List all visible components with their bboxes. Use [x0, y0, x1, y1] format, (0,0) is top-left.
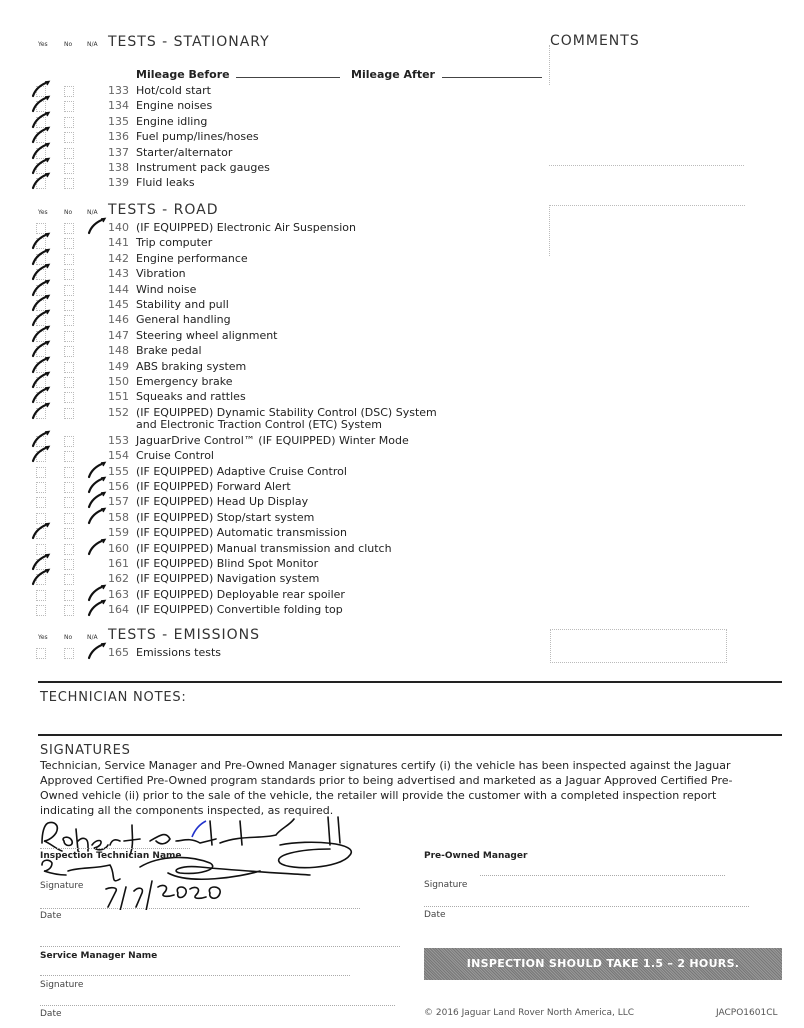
emissions-header [0, 627, 540, 645]
checkbox-no[interactable] [64, 648, 74, 659]
divider [38, 734, 782, 736]
checkbox-yes[interactable] [36, 590, 46, 601]
checkbox-no[interactable] [64, 559, 74, 570]
checkbox-no[interactable] [64, 117, 74, 128]
item-number: 161 [108, 557, 129, 570]
checklist-item-140 [0, 220, 540, 235]
checkbox-no[interactable] [64, 178, 74, 189]
item-number: 134 [108, 99, 129, 113]
checkbox-no[interactable] [64, 269, 74, 280]
col-na: N/A [87, 209, 98, 216]
item-label: (IF EQUIPPED) Head Up Display [136, 495, 309, 509]
item-label: (IF EQUIPPED) Deployable rear spoiler [136, 587, 345, 601]
service-manager-date-field[interactable] [40, 1005, 395, 1006]
item-number: 149 [108, 359, 129, 373]
form-code: JACPO1601CL [716, 1008, 778, 1018]
section-title-emissions: TESTS - EMISSIONS [108, 627, 261, 643]
checkbox-no[interactable] [64, 513, 74, 524]
checkbox-no[interactable] [64, 300, 74, 311]
checklist-item-134 [0, 98, 540, 113]
checkbox-no[interactable] [64, 101, 74, 112]
item-label: (IF EQUIPPED) Adaptive Cruise Control [136, 464, 347, 478]
checklist-item-165 [0, 645, 540, 660]
item-number: 141 [108, 236, 129, 250]
item-label: (IF EQUIPPED) Convertible folding top [136, 603, 343, 617]
item-label: Brake pedal [136, 344, 202, 358]
checklist-item-145 [0, 297, 540, 312]
pre-owned-date-field[interactable] [424, 906, 749, 907]
item-label: Engine idling [136, 114, 208, 128]
checkbox-na[interactable] [90, 331, 100, 342]
item-number: 148 [108, 344, 129, 358]
checklist-item-152 [0, 405, 540, 433]
checklist-item-139 [0, 175, 540, 190]
comments-box-emissions[interactable] [550, 629, 727, 663]
checklist-item-155 [0, 464, 540, 479]
item-label: Instrument pack gauges [136, 161, 270, 174]
service-manager-label: Service Manager Name [40, 951, 158, 961]
checkbox-no[interactable] [64, 467, 74, 478]
checkbox-no[interactable] [64, 331, 74, 342]
checklist-item-133 [0, 83, 540, 98]
service-manager-signature-field[interactable] [40, 975, 350, 976]
col-na: N/A [87, 634, 98, 641]
item-label: General handling [136, 313, 231, 327]
technician-notes-field[interactable] [38, 706, 782, 732]
checklist-item-163 [0, 587, 540, 602]
item-label: Engine performance [136, 251, 248, 265]
item-number: 151 [108, 390, 129, 404]
checkbox-no[interactable] [64, 482, 74, 493]
checkbox-no[interactable] [64, 362, 74, 373]
technician-signature-image [40, 815, 370, 910]
checklist-item-146 [0, 312, 540, 327]
item-number: 147 [108, 328, 129, 342]
checkbox-no[interactable] [64, 132, 74, 143]
item-number: 160 [108, 541, 129, 555]
item-label: (IF EQUIPPED) Automatic transmission [136, 526, 347, 540]
item-label: Emergency brake [136, 375, 233, 388]
checkmark-icon [30, 172, 52, 190]
checkbox-na[interactable] [90, 408, 100, 419]
signatures-title: SIGNATURES [40, 743, 131, 758]
comments-divider [549, 165, 744, 166]
col-na: N/A [87, 41, 98, 48]
divider [38, 681, 782, 683]
checkbox-yes[interactable] [36, 467, 46, 478]
checkbox-no[interactable] [64, 163, 74, 174]
checkbox-na[interactable] [90, 117, 100, 128]
col-no: No [64, 41, 73, 48]
checkbox-na[interactable] [90, 436, 100, 447]
item-number: 159 [108, 526, 129, 540]
item-number: 154 [108, 449, 129, 463]
checklist-item-138 [0, 160, 540, 175]
checkbox-na[interactable] [90, 285, 100, 296]
technician-date-label: Date [40, 911, 62, 921]
mileage-after [351, 68, 542, 81]
technician-name-label: Inspection Technician Name [40, 851, 182, 861]
item-label: (IF EQUIPPED) Navigation system [136, 572, 320, 586]
item-number: 157 [108, 495, 129, 509]
pre-owned-manager-label: Pre-Owned Manager [424, 851, 528, 861]
checkbox-no[interactable] [64, 605, 74, 616]
technician-date-field[interactable] [40, 908, 360, 909]
technician-name-field[interactable] [40, 848, 190, 849]
checkbox-no[interactable] [64, 544, 74, 555]
checkmark-icon [30, 522, 52, 540]
technician-notes-title: TECHNICIAN NOTES: [40, 690, 187, 705]
checkbox-na[interactable] [90, 315, 100, 326]
checklist-item-137 [0, 145, 540, 160]
item-label: Engine noises [136, 99, 213, 113]
item-label: Starter/alternator [136, 145, 233, 159]
item-number: 145 [108, 298, 129, 311]
item-number: 142 [108, 251, 129, 265]
item-number: 133 [108, 84, 129, 97]
checklist-item-159 [0, 525, 540, 540]
checkbox-na[interactable] [90, 559, 100, 570]
checkbox-yes[interactable] [36, 605, 46, 616]
checkbox-na[interactable] [90, 101, 100, 112]
item-number: 162 [108, 572, 129, 586]
comments-box-stationary[interactable] [549, 45, 550, 85]
item-number: 150 [108, 375, 129, 388]
section-title-stationary: TESTS - STATIONARY [108, 34, 270, 50]
checkmark-icon [30, 568, 52, 586]
item-number: 158 [108, 510, 129, 524]
checkbox-no[interactable] [64, 86, 74, 97]
checkmark-icon [86, 538, 108, 556]
item-number: 165 [108, 646, 129, 659]
mileage-before [136, 68, 340, 81]
checklist-item-144 [0, 282, 540, 297]
copyright: © 2016 Jaguar Land Rover North America, LLC [424, 1008, 635, 1018]
checkbox-na[interactable] [90, 300, 100, 311]
checklist-item-136 [0, 129, 540, 144]
checkmark-icon [86, 217, 108, 235]
checklist-item-156 [0, 479, 540, 494]
checklist-item-143 [0, 266, 540, 281]
checkbox-na[interactable] [90, 148, 100, 159]
item-label: Vibration [136, 267, 186, 281]
checkbox-no[interactable] [64, 497, 74, 508]
checklist-item-135 [0, 114, 540, 129]
col-no: No [64, 634, 73, 641]
checkbox-no[interactable] [64, 223, 74, 234]
item-number: 140 [108, 221, 129, 234]
item-number: 138 [108, 161, 129, 174]
inspection-time-banner: INSPECTION SHOULD TAKE 1.5 – 2 HOURS. [424, 948, 782, 980]
checkbox-no[interactable] [64, 528, 74, 539]
item-label: JaguarDrive Control™ (IF EQUIPPED) Winter Mode [136, 433, 409, 447]
checkbox-no[interactable] [64, 436, 74, 447]
checklist-item-153 [0, 433, 540, 448]
item-number: 137 [108, 145, 129, 159]
section-title-road: TESTS - ROAD [108, 202, 219, 218]
item-label: (IF EQUIPPED) Manual transmission and clutch [136, 541, 392, 555]
checklist-item-154 [0, 448, 540, 463]
item-number: 139 [108, 176, 129, 190]
checkbox-na[interactable] [90, 178, 100, 189]
checklist-item-160 [0, 541, 540, 556]
item-label: Fuel pump/lines/hoses [136, 130, 259, 144]
mileage-before-field[interactable] [236, 77, 340, 78]
checkbox-no[interactable] [64, 590, 74, 601]
checklist-item-141 [0, 235, 540, 250]
checkbox-no[interactable] [64, 346, 74, 357]
item-label: (IF EQUIPPED) Dynamic Stability Control (DSC) System [136, 405, 437, 419]
item-number: 163 [108, 587, 129, 601]
stationary-header [0, 34, 540, 52]
item-number: 155 [108, 464, 129, 478]
checkbox-no[interactable] [64, 451, 74, 462]
item-number: 135 [108, 114, 129, 128]
checklist-item-150 [0, 374, 540, 389]
checkbox-no[interactable] [64, 315, 74, 326]
item-number: 146 [108, 313, 129, 327]
checklist-item-158 [0, 510, 540, 525]
checkbox-no[interactable] [64, 285, 74, 296]
checkbox-yes[interactable] [36, 482, 46, 493]
checklist-item-151 [0, 389, 540, 404]
technician-signature-label: Signature [40, 881, 84, 891]
mileage-after-label: Mileage After [351, 68, 435, 81]
item-label: Stability and pull [136, 298, 229, 311]
checklist-item-164 [0, 602, 540, 617]
checklist-item-161 [0, 556, 540, 571]
item-number: 144 [108, 282, 129, 296]
checklist-item-157 [0, 494, 540, 509]
checkbox-no[interactable] [64, 408, 74, 419]
pre-owned-date-label: Date [424, 910, 446, 920]
checkmark-icon [86, 599, 108, 617]
item-label: (IF EQUIPPED) Stop/start system [136, 510, 315, 524]
item-label: (IF EQUIPPED) Forward Alert [136, 480, 291, 493]
item-label: Cruise Control [136, 449, 214, 463]
checkbox-no[interactable] [64, 148, 74, 159]
mileage-before-label: Mileage Before [136, 68, 230, 81]
col-no: No [64, 209, 73, 216]
checklist-item-148 [0, 343, 540, 358]
item-label-continued: and Electronic Traction Control (ETC) System [136, 417, 382, 431]
checkbox-no[interactable] [64, 377, 74, 388]
checkbox-na[interactable] [90, 362, 100, 373]
col-yes: Yes [38, 41, 48, 48]
checkbox-no[interactable] [64, 574, 74, 585]
checkbox-na[interactable] [90, 254, 100, 265]
checkbox-na[interactable] [90, 163, 100, 174]
item-label: (IF EQUIPPED) Blind Spot Monitor [136, 557, 319, 570]
checklist-item-142 [0, 251, 540, 266]
checkbox-no[interactable] [64, 392, 74, 403]
pre-owned-signature-label: Signature [424, 880, 468, 890]
checklist-item-149 [0, 359, 540, 374]
signatures-paragraph: Technician, Service Manager and Pre-Owned Manager signatures certify (i) the vehicle has been inspected against the Jaguar Approved Certified Pre-Owned program standards prior to being advertised and marketed as a Jaguar Approved Certified Pre-Owned vehicle (ii) prior to the sale of the vehicle, the retailer will provide the customer with a completed inspection report indicating all the components inspected, as required. [40, 759, 733, 817]
item-label: Fluid leaks [136, 176, 195, 190]
checkmark-icon [30, 445, 52, 463]
checkbox-na[interactable] [90, 269, 100, 280]
checkbox-yes[interactable] [36, 497, 46, 508]
checkbox-na[interactable] [90, 238, 100, 249]
checkbox-na[interactable] [90, 392, 100, 403]
checkbox-no[interactable] [64, 238, 74, 249]
item-number: 153 [108, 433, 129, 447]
item-label: Emissions tests [136, 646, 222, 659]
checklist-item-162 [0, 571, 540, 586]
item-label: (IF EQUIPPED) Electronic Air Suspension [136, 221, 356, 234]
item-label: Wind noise [136, 282, 197, 296]
col-yes: Yes [38, 209, 48, 216]
checkmark-icon [30, 402, 52, 420]
checklist-item-147 [0, 328, 540, 343]
checkbox-yes[interactable] [36, 648, 46, 659]
col-yes: Yes [38, 634, 48, 641]
comments-box-road[interactable] [549, 205, 745, 256]
comments-title: COMMENTS [550, 33, 640, 49]
item-label: Trip computer [136, 236, 213, 250]
service-manager-date-label: Date [40, 1009, 62, 1019]
item-number: 164 [108, 603, 129, 617]
checkbox-na[interactable] [90, 346, 100, 357]
item-label: Steering wheel alignment [136, 328, 278, 342]
item-label: ABS braking system [136, 359, 247, 373]
checkbox-na[interactable] [90, 377, 100, 388]
service-manager-signature-label: Signature [40, 980, 84, 990]
item-label: Squeaks and rattles [136, 390, 246, 404]
item-number: 143 [108, 267, 129, 281]
checkmark-icon [86, 507, 108, 525]
service-manager-name-field[interactable] [40, 946, 400, 947]
item-number: 156 [108, 480, 129, 493]
item-number: 136 [108, 130, 129, 144]
checkbox-na[interactable] [90, 86, 100, 97]
pre-owned-signature-field[interactable] [480, 875, 725, 876]
road-header [0, 202, 540, 220]
item-label: Hot/cold start [136, 84, 211, 97]
checkbox-no[interactable] [64, 254, 74, 265]
mileage-after-field[interactable] [442, 77, 542, 78]
checkmark-icon [86, 642, 108, 660]
checkbox-na[interactable] [90, 132, 100, 143]
item-number: 152 [108, 405, 129, 419]
